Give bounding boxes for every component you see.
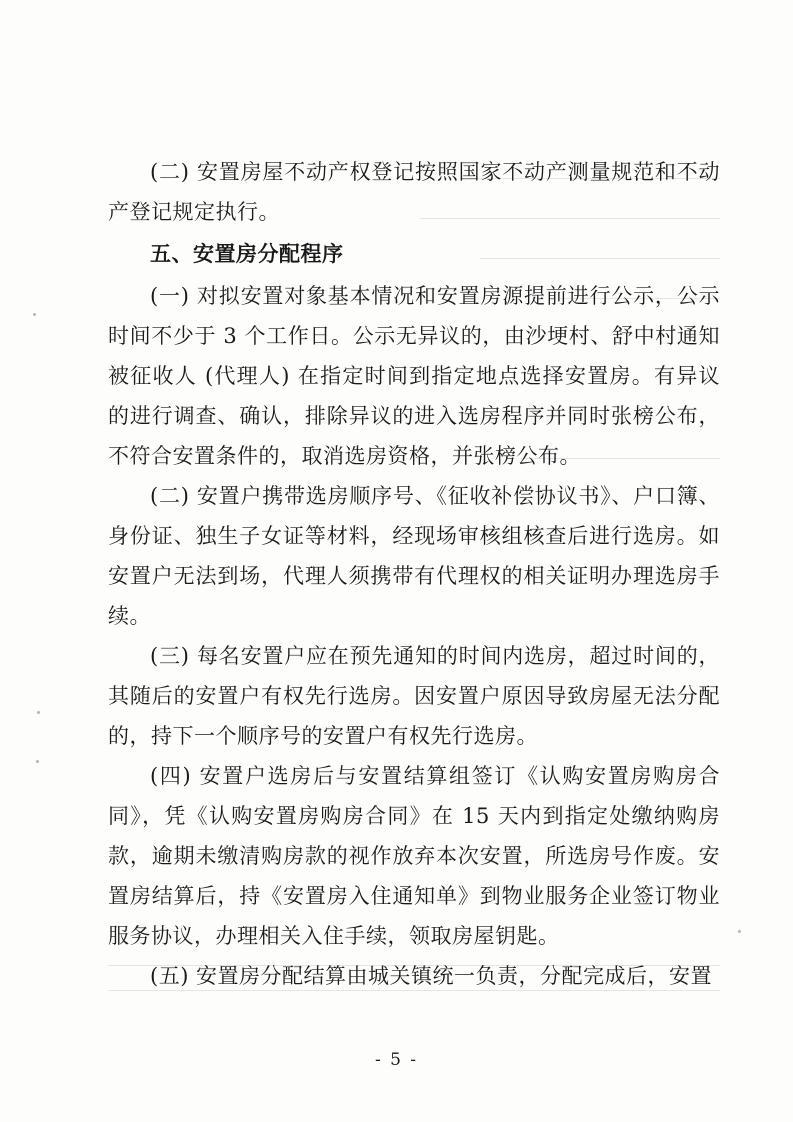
page-number: - 5 - — [374, 1050, 419, 1070]
scan-speck — [738, 930, 741, 933]
paragraph-selection-order: (三) 每名安置户应在预先通知的时间内选房，超过时间的，其随后的安置户有权先行选房。因安置户原因导致房屋无法分配的，持下一个顺序号的安置户有权先行选房。 — [108, 644, 720, 748]
document-body — [108, 152, 720, 996]
scan-speck — [33, 313, 36, 316]
scan-speck — [37, 711, 40, 714]
paragraph-settlement: (五) 安置房分配结算由城关镇统一负责，分配完成后，安置 — [150, 964, 713, 988]
paragraph-publicity: (一) 对拟安置对象基本情况和安置房源提前进行公示，公示时间不少于 3 个工作日。公示无异议的，由沙埂村、舒中村通知被征收人 (代理人) 在指定时间到指定地点选择安置房。有异议的进行调查、确认，排除异议的进入选房程序并同时张榜公布，不符合安置条件的，取消选房资格，并张榜公布。 — [108, 284, 720, 468]
section-heading: 五、安置房分配程序 — [150, 242, 344, 266]
paragraph-documents: (二) 安置户携带选房顺序号、《征收补偿协议书》、户口簿、身份证、独生子女证等材料，经现场审核组核查后进行选房。如安置户无法到场，代理人须携带有代理权的相关证明办理选房手续。 — [108, 484, 720, 628]
scan-speck — [36, 760, 39, 763]
paragraph-property-registration: (二) 安置房屋不动产权登记按照国家不动产测量规范和不动产登记规定执行。 — [108, 160, 720, 224]
paragraph-contract: (四) 安置户选房后与安置结算组签订《认购安置房购房合同》，凭《认购安置房购房合同》在 15 天内到指定处缴纳购房款，逾期未缴清购房款的视作放弃本次安置，所选房号作废。安置房结算后，持《安置房入住通知单》到物业服务企业签订物业服务协议，办理相关入住手续，领取房屋钥匙。 — [108, 764, 720, 948]
